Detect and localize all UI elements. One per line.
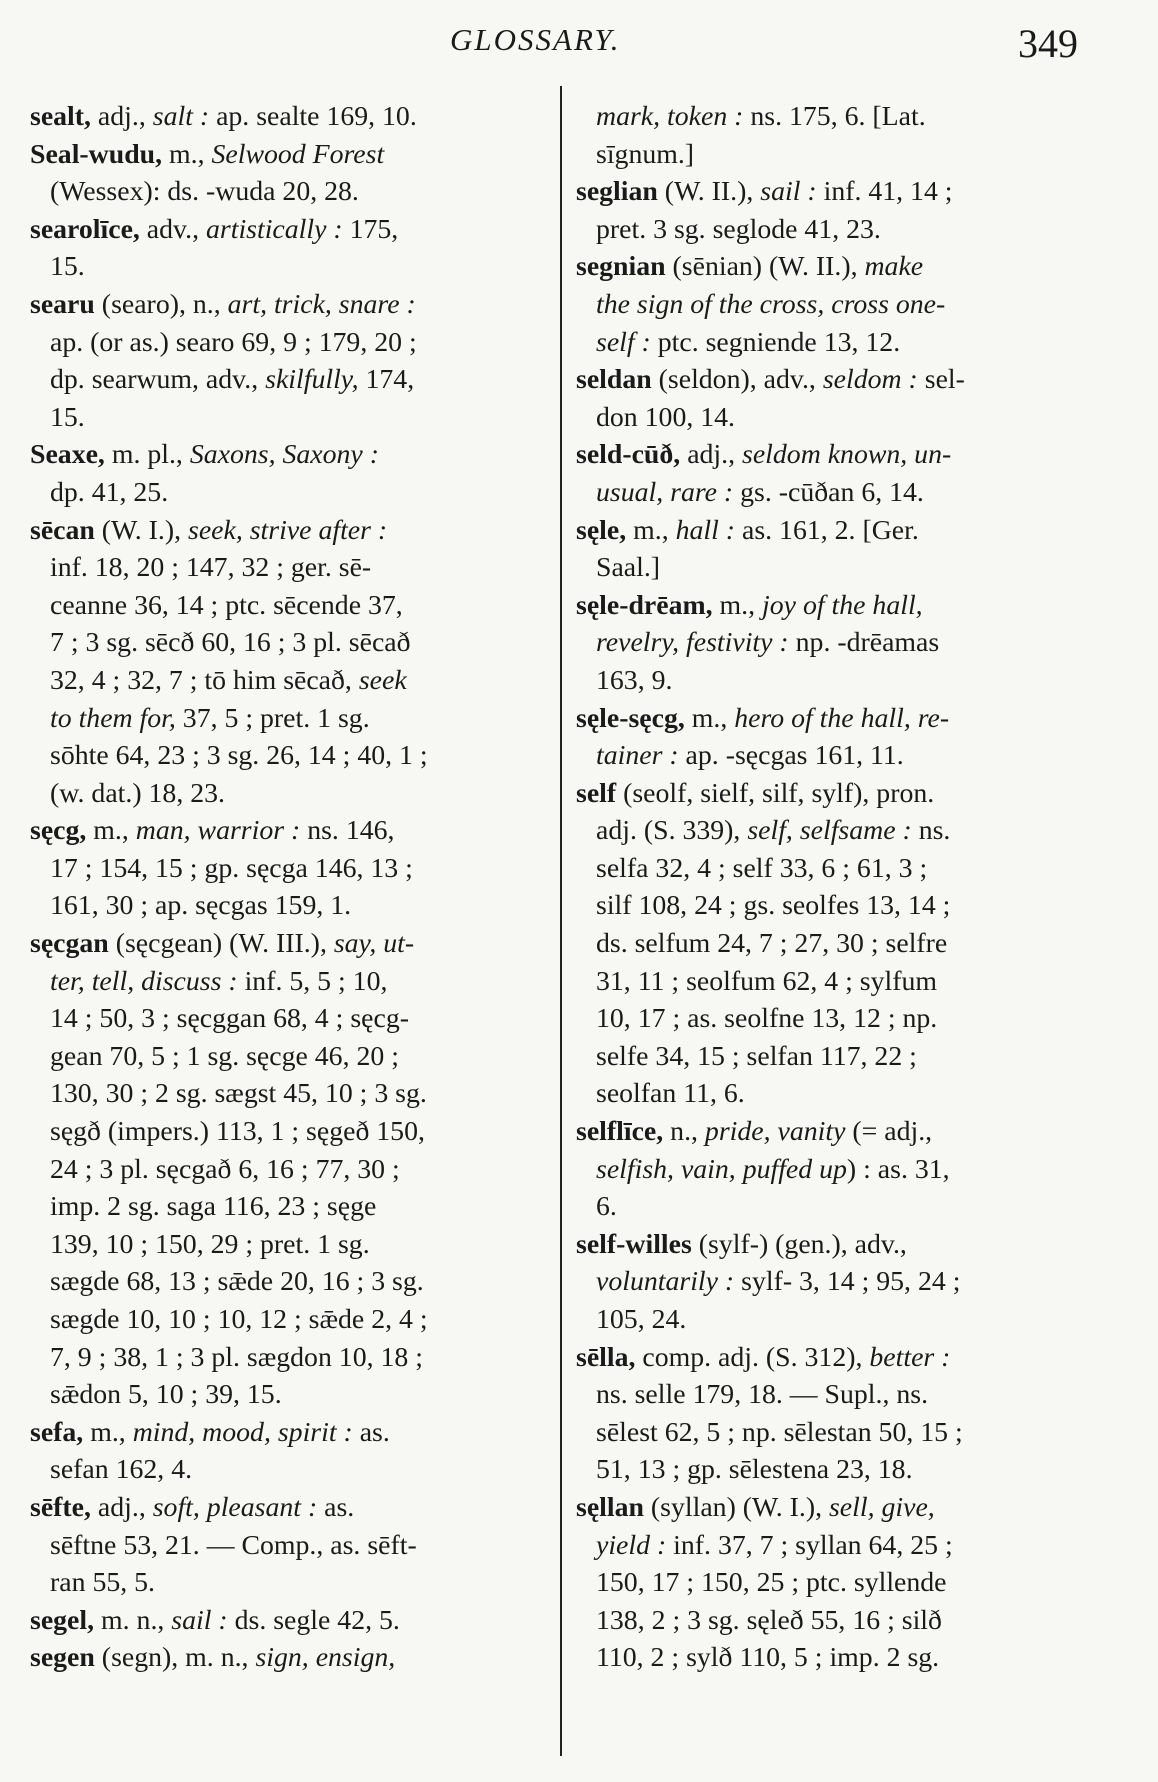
headword: searu	[30, 288, 95, 320]
definition-text: pride, vanity	[704, 1116, 846, 1148]
entry-text: ns. 146,	[300, 815, 395, 847]
entry-text: (searo), n.,	[94, 288, 228, 320]
glossary-line	[30, 700, 552, 738]
entry-text: (segn), m. n.,	[94, 1642, 256, 1674]
entry-text: sīgnum.]	[596, 138, 695, 170]
definition-text: to them for,	[50, 702, 176, 734]
definition-text: joy of the hall,	[762, 589, 923, 621]
glossary-line	[30, 1376, 552, 1414]
definition-text: hero of the hall, re-	[734, 702, 950, 734]
glossary-line	[30, 248, 552, 286]
glossary-line	[576, 1226, 1088, 1264]
glossary-line	[576, 1000, 1088, 1038]
entry-text: ) : as. 31,	[846, 1153, 950, 1185]
entry-text: (= adj.,	[845, 1116, 933, 1148]
entry-text: ran 55, 5.	[50, 1567, 155, 1599]
entry-text: adj.,	[90, 101, 153, 132]
glossary-line	[576, 98, 1088, 136]
entry-text: 161, 30 ; ap. sęcgas 159, 1.	[50, 890, 352, 922]
definition-text: sail :	[760, 176, 817, 208]
glossary-line	[30, 1527, 552, 1565]
glossary-line	[30, 1188, 552, 1226]
glossary-line	[30, 1564, 552, 1602]
definition-text: ter, tell, discuss :	[50, 965, 238, 997]
entry-text: sēlest 62, 5 ; np. sēlestan 50, 15 ;	[596, 1416, 963, 1448]
entry-text: ds. segle 42, 5.	[227, 1604, 400, 1636]
headword: searolīce,	[30, 213, 140, 245]
entry-text: ceanne 36, 14 ; ptc. sēcende 37,	[50, 589, 403, 621]
glossary-line	[30, 1339, 552, 1377]
entry-text: 14 ; 50, 3 ; sęcggan 68, 4 ; sęcg-	[50, 1003, 409, 1035]
headword: segel,	[30, 1604, 95, 1636]
definition-text: man, warrior :	[135, 815, 301, 847]
entry-text: m.,	[162, 138, 212, 170]
headword: sealt,	[30, 101, 91, 132]
entry-text: 110, 2 ; sylð 110, 5 ; imp. 2 sg.	[596, 1642, 940, 1674]
definition-text: yield :	[596, 1529, 667, 1561]
entry-text: pret. 3 sg. seglode 41, 23.	[596, 213, 881, 245]
definition-text: mind, mood, spirit :	[132, 1416, 353, 1448]
entry-text: 32, 4 ; 32, 7 ; tō him sēcað,	[50, 664, 359, 696]
entry-text: (W. II.),	[657, 176, 761, 208]
glossary-line	[30, 1451, 552, 1489]
entry-text: (W. I.),	[94, 514, 189, 546]
headword: Seaxe,	[30, 439, 105, 471]
glossary-line	[30, 1301, 552, 1339]
entry-text: 105, 24.	[596, 1304, 687, 1335]
glossary-line	[30, 925, 552, 963]
entry-text: sylf- 3, 14 ; 95, 24 ;	[734, 1266, 961, 1298]
entry-text: 24 ; 3 pl. sęcgað 6, 16 ; 77, 30 ;	[50, 1153, 400, 1185]
glossary-line	[30, 587, 552, 625]
headword: sęle,	[576, 514, 627, 546]
entry-text: m.,	[712, 589, 763, 621]
glossary-line	[576, 136, 1088, 174]
entry-text: adj.,	[90, 1491, 153, 1523]
glossary-line	[576, 850, 1088, 888]
definition-text: revelry, festivity :	[596, 627, 789, 659]
definition-text: sail :	[171, 1604, 228, 1636]
entry-text: Saal.]	[596, 552, 661, 584]
definition-text: mark, token :	[596, 101, 744, 132]
entry-text: ns. selle 179, 18. — Supl., ns.	[596, 1379, 929, 1411]
definition-text: usual, rare :	[596, 476, 734, 508]
entry-text: np. -drēamas	[788, 627, 940, 659]
glossary-line	[30, 775, 552, 813]
definition-text: make	[864, 251, 924, 283]
entry-text: 7, 9 ; 38, 1 ; 3 pl. sægdon 10, 18 ;	[50, 1341, 423, 1373]
glossary-line	[30, 1226, 552, 1264]
entry-text: m.,	[684, 702, 735, 734]
entry-text: n.,	[663, 1116, 705, 1148]
definition-text: skilfully,	[265, 364, 359, 396]
glossary-line	[576, 361, 1088, 399]
entry-text: inf. 5, 5 ; 10,	[237, 965, 388, 997]
headword: self-willes	[576, 1228, 692, 1260]
entry-text: 6.	[596, 1191, 617, 1223]
glossary-line	[576, 324, 1088, 362]
glossary-line	[576, 1376, 1088, 1414]
entry-text: 37, 5 ; pret. 1 sg.	[175, 702, 370, 734]
glossary-line	[576, 248, 1088, 286]
glossary-line	[30, 1414, 552, 1452]
glossary-line	[576, 925, 1088, 963]
entry-text: sel-	[917, 364, 965, 396]
glossary-line	[576, 474, 1088, 512]
definition-text: selfish, vain, puffed up	[596, 1153, 847, 1185]
definition-text: tainer :	[596, 740, 679, 772]
entry-text: (w. dat.) 18, 23.	[50, 777, 225, 809]
entry-text: selfa 32, 4 ; self 33, 6 ; 61, 3 ;	[596, 852, 928, 884]
entry-text: 7 ; 3 sg. sēcð 60, 16 ; 3 pl. sēcað	[50, 627, 411, 659]
entry-text: sēftne 53, 21. — Comp., as. sēft-	[50, 1529, 417, 1561]
entry-text: 17 ; 154, 15 ; gp. sęcga 146, 13 ;	[50, 852, 413, 884]
glossary-line	[30, 963, 552, 1001]
glossary-line	[576, 737, 1088, 775]
entry-text: (syllan) (W. I.),	[643, 1491, 829, 1523]
headword: seglian	[576, 176, 658, 208]
entry-text: m.,	[86, 815, 136, 847]
entry-text: 138, 2 ; 3 sg. sęleð 55, 16 ; silð	[596, 1604, 942, 1636]
entry-text: 51, 13 ; gp. sēlestena 23, 18.	[596, 1454, 913, 1486]
glossary-line	[30, 1075, 552, 1113]
headword: sęcgan	[30, 928, 109, 960]
entry-text: (seolf, sielf, silf, sylf), pron.	[616, 777, 935, 809]
entry-text: (sēnian) (W. II.),	[665, 251, 865, 283]
glossary-line	[576, 1113, 1088, 1151]
glossary-line	[30, 211, 552, 249]
entry-text: dp. 41, 25.	[50, 476, 169, 508]
entry-text: m.,	[626, 514, 676, 546]
entry-text: gean 70, 5 ; 1 sg. sęcge 46, 20 ;	[50, 1040, 399, 1072]
entry-text: gs. -cūðan 6, 14.	[733, 476, 924, 508]
definition-text: seldom known, un-	[742, 439, 952, 471]
definition-text: self :	[596, 326, 651, 358]
entry-text: ns. 175, 6. [Lat.	[743, 101, 926, 132]
entry-text: inf. 37, 7 ; syllan 64, 25 ;	[666, 1529, 953, 1561]
headword: sęle-drēam,	[576, 589, 713, 621]
headword: seldan	[576, 364, 652, 396]
entry-text: inf. 18, 20 ; 147, 32 ; ger. sē-	[50, 552, 372, 584]
glossary-line	[30, 173, 552, 211]
glossary-line	[30, 662, 552, 700]
definition-text: self, selfsame :	[747, 815, 912, 847]
entry-text: adj.,	[680, 439, 743, 471]
entry-text: 15.	[50, 251, 85, 283]
glossary-line	[30, 737, 552, 775]
headword: sēcan	[30, 514, 95, 546]
headword: sęle-sęcg,	[576, 702, 685, 734]
entry-text: ptc. segniende 13, 12.	[650, 326, 901, 358]
entry-text: comp. adj. (S. 312),	[635, 1341, 870, 1373]
glossary-line	[30, 1000, 552, 1038]
glossary-line	[576, 1339, 1088, 1377]
entry-text: selfe 34, 15 ; selfan 117, 22 ;	[596, 1040, 917, 1072]
entry-text: 10, 17 ; as. seolfne 13, 12 ; np.	[596, 1003, 938, 1035]
glossary-column-left	[30, 98, 552, 1677]
definition-text: artistically :	[206, 213, 343, 245]
glossary-line	[30, 324, 552, 362]
entry-text: (seldon), adv.,	[651, 364, 823, 396]
entry-text: 174,	[358, 364, 415, 396]
glossary-column-right	[576, 98, 1088, 1677]
entry-text: m. pl.,	[104, 439, 190, 471]
glossary-line	[576, 662, 1088, 700]
glossary-line	[576, 587, 1088, 625]
entry-text: sęgð (impers.) 113, 1 ; sęgeð 150,	[50, 1116, 425, 1148]
headword: selflīce,	[576, 1116, 664, 1148]
entry-text: ds. selfum 24, 7 ; 27, 30 ; selfre	[596, 928, 948, 960]
definition-text: sell, give,	[828, 1491, 935, 1523]
entry-text: adj. (S. 339),	[596, 815, 748, 847]
headword: seld-cūð,	[576, 439, 681, 471]
glossary-line	[30, 1113, 552, 1151]
headword: segnian	[576, 251, 666, 283]
headword: sefa,	[30, 1416, 84, 1448]
glossary-line	[576, 1301, 1088, 1339]
glossary-line	[576, 887, 1088, 925]
definition-text: hall :	[675, 514, 736, 546]
entry-text: m.,	[83, 1416, 133, 1448]
glossary-line	[30, 361, 552, 399]
entry-text: sōhte 64, 23 ; 3 sg. 26, 14 ; 40, 1 ;	[50, 740, 428, 772]
glossary-line	[30, 512, 552, 550]
entry-text: sǣdon 5, 10 ; 39, 15.	[50, 1379, 282, 1411]
glossary-line	[576, 1639, 1088, 1677]
entry-text: 150, 17 ; 150, 25 ; ptc. syllende	[596, 1567, 947, 1599]
entry-text: don 100, 14.	[596, 401, 735, 433]
glossary-line	[576, 963, 1088, 1001]
column-divider	[560, 86, 562, 1756]
glossary-line	[576, 211, 1088, 249]
entry-text: adv.,	[139, 213, 206, 245]
entry-text: ap. sealte 169, 10.	[209, 101, 417, 132]
glossary-line	[30, 98, 552, 136]
glossary-line	[30, 1639, 552, 1677]
glossary-line	[576, 1075, 1088, 1113]
definition-text: seek, strive after :	[188, 514, 388, 546]
entry-text: 139, 10 ; 150, 29 ; pret. 1 sg.	[50, 1228, 370, 1260]
definition-text: seek	[358, 664, 407, 696]
glossary-line	[576, 1414, 1088, 1452]
glossary-line	[576, 1602, 1088, 1640]
glossary-line	[576, 399, 1088, 437]
headword: Seal-wudu,	[30, 138, 163, 170]
headword: sēfte,	[30, 1491, 91, 1523]
glossary-line	[30, 624, 552, 662]
glossary-line	[30, 1263, 552, 1301]
entry-text: 15.	[50, 401, 85, 433]
entry-text: seolfan 11, 6.	[596, 1078, 745, 1110]
glossary-line	[576, 1151, 1088, 1189]
entry-text: (sylf-) (gen.), adv.,	[691, 1228, 907, 1260]
running-title: GLOSSARY.	[450, 22, 621, 57]
definition-text: soft, pleasant :	[152, 1491, 318, 1523]
entry-text: 163, 9.	[596, 664, 673, 696]
entry-text: silf 108, 24 ; gs. seolfes 13, 14 ;	[596, 890, 951, 922]
entry-text: 31, 11 ; seolfum 62, 4 ; sylfum	[596, 965, 938, 997]
page-header	[0, 14, 1158, 74]
glossary-line	[576, 700, 1088, 738]
entry-text: m. n.,	[94, 1604, 172, 1636]
entry-text: ns.	[911, 815, 951, 847]
glossary-line	[576, 1188, 1088, 1226]
entry-text: inf. 41, 14 ;	[816, 176, 953, 208]
definition-text: seldom :	[822, 364, 918, 396]
definition-text: salt :	[152, 101, 210, 132]
headword: segen	[30, 1642, 95, 1674]
page-number: 349	[1018, 21, 1078, 66]
entry-text: (Wessex): ds. -wuda 20, 28.	[50, 176, 359, 208]
glossary-line	[30, 286, 552, 324]
glossary-line	[30, 1602, 552, 1640]
glossary-line	[576, 1451, 1088, 1489]
headword: sęllan	[576, 1491, 644, 1523]
entry-text: 130, 30 ; 2 sg. sægst 45, 10 ; 3 sg.	[50, 1078, 427, 1110]
entry-text: 175,	[342, 213, 399, 245]
glossary-line	[30, 436, 552, 474]
definition-text: Selwood Forest	[211, 138, 385, 170]
entry-text: ap. -sęcgas 161, 11.	[678, 740, 904, 772]
glossary-line	[576, 173, 1088, 211]
glossary-line	[30, 474, 552, 512]
definition-text: voluntarily :	[596, 1266, 735, 1298]
glossary-line	[576, 1038, 1088, 1076]
glossary-line	[30, 136, 552, 174]
entry-text: as.	[317, 1491, 355, 1523]
definition-text: Saxons, Saxony :	[189, 439, 379, 471]
entry-text: dp. searwum, adv.,	[50, 364, 266, 396]
glossary-line	[576, 812, 1088, 850]
definition-text: art, trick, snare :	[227, 288, 416, 320]
entry-text: as. 161, 2. [Ger.	[735, 514, 919, 546]
entry-text: imp. 2 sg. saga 116, 23 ; sęge	[50, 1191, 377, 1223]
entry-text: sægde 68, 13 ; sǣde 20, 16 ; 3 sg.	[50, 1266, 424, 1298]
headword: sęcg,	[30, 815, 87, 847]
glossary-line	[30, 1489, 552, 1527]
definition-text: better :	[869, 1341, 951, 1373]
glossary-line	[576, 775, 1088, 813]
glossary-line	[576, 286, 1088, 324]
entry-text: ap. (or as.) searo 69, 9 ; 179, 20 ;	[50, 326, 417, 358]
glossary-line	[576, 1564, 1088, 1602]
glossary-line	[576, 1263, 1088, 1301]
glossary-line	[30, 812, 552, 850]
entry-text: sefan 162, 4.	[50, 1454, 193, 1486]
glossary-line	[30, 549, 552, 587]
glossary-line	[30, 850, 552, 888]
glossary-line	[576, 624, 1088, 662]
glossary-line	[576, 1489, 1088, 1527]
headword: sēlla,	[576, 1341, 636, 1373]
glossary-line	[576, 436, 1088, 474]
glossary-line	[30, 399, 552, 437]
glossary-line	[30, 887, 552, 925]
definition-text: say, ut-	[333, 928, 415, 960]
definition-text: the sign of the cross, cross one-	[596, 288, 946, 320]
glossary-line	[576, 549, 1088, 587]
glossary-line	[576, 512, 1088, 550]
entry-text: (sęcgean) (W. III.),	[108, 928, 334, 960]
entry-text: sægde 10, 10 ; 10, 12 ; sǣde 2, 4 ;	[50, 1304, 428, 1335]
glossary-line	[30, 1151, 552, 1189]
glossary-line	[576, 1527, 1088, 1565]
headword: self	[576, 777, 617, 809]
glossary-line	[30, 1038, 552, 1076]
definition-text: sign, ensign,	[255, 1642, 396, 1674]
entry-text: as.	[352, 1416, 390, 1448]
